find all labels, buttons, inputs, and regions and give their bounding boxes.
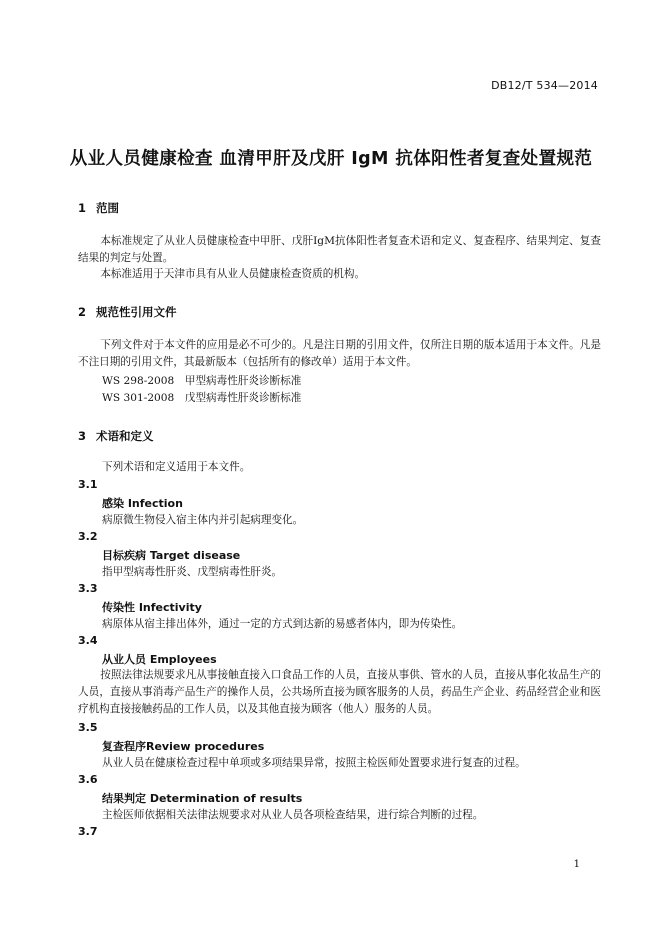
document-title: 从业人员健康检查 血清甲肝及戊肝 IgM 抗体阳性者复查处置规范 <box>69 149 593 169</box>
section-3-intro: 下列术语和定义适用于本文件。 <box>102 461 251 473</box>
section-number: 2 <box>78 305 87 319</box>
term-number: 3.6 <box>78 773 98 786</box>
section-2-paragraph-1: 下列文件对于本文件的应用是必不可少的。凡是注日期的引用文件，仅所注日期的版本适用于本文件。凡是不注日期的引用文件，其最新版本（包括所有的修改单）适用于本文件。 <box>78 339 601 368</box>
section-1-paragraph-1: 本标准规定了从业人员健康检查中甲肝、戊肝IgM抗体阳性者复查术语和定义、复查程序、结果判定、复查结果的判定与处置。 <box>78 235 601 264</box>
term-name: 目标疾病 Target disease <box>102 549 241 562</box>
term-name: 复查程序Review procedures <box>102 740 265 753</box>
term-definition: 病原微生物侵入宿主体内并引起病理变化。 <box>102 514 304 526</box>
reference-item: WS 301-2008 戊型病毒性肝炎诊断标准 <box>102 392 302 404</box>
term-definition: 指甲型病毒性肝炎、戊型病毒性肝炎。 <box>102 566 283 578</box>
section-title: 范围 <box>96 201 119 215</box>
term-definition: 病原体从宿主排出体外，通过一定的方式到达新的易感者体内，即为传染性。 <box>102 618 463 630</box>
section-number: 3 <box>78 429 87 443</box>
term-definition: 主检医师依据相关法律法规要求对从业人员各项检查结果，进行综合判断的过程。 <box>102 809 484 821</box>
term-definition: 从业人员在健康检查过程中单项或多项结果异常，按照主检医师处置要求进行复查的过程。 <box>102 757 526 769</box>
term-name: 从业人员 Employees <box>102 653 217 666</box>
page-number: 1 <box>573 859 580 870</box>
term-number: 3.4 <box>78 634 98 647</box>
standard-code: DB12/T 534—2014 <box>491 79 598 92</box>
term-definition: 按照法律法规要求凡从事接触直接入口食品工作的人员，直接从事供、管水的人员，直接从事化妆品生产的人员，直接从事消毒产品生产的操作人员，公共场所直接为顾客服务的人员，药品生产企业、药品经营企业和医疗机构直接接触药品的工作人员，以及其他直接为顾客（他人）服务的人员。 <box>78 669 601 715</box>
term-name: 传染性 Infectivity <box>102 601 202 614</box>
section-1-heading <box>78 200 119 216</box>
term-name: 感染 Infection <box>102 497 183 510</box>
reference-item: WS 298-2008 甲型病毒性肝炎诊断标准 <box>102 375 302 387</box>
section-number: 1 <box>78 201 87 215</box>
section-title: 规范性引用文件 <box>96 305 177 319</box>
term-number: 3.3 <box>78 582 98 595</box>
section-1-paragraph-2: 本标准适用于天津市具有从业人员健康检查资质的机构。 <box>100 268 366 280</box>
section-3-heading <box>78 428 154 444</box>
term-number: 3.7 <box>78 825 98 838</box>
section-title: 术语和定义 <box>96 429 154 443</box>
term-number: 3.2 <box>78 530 98 543</box>
section-2-heading <box>78 304 177 320</box>
term-number: 3.1 <box>78 478 98 491</box>
term-number: 3.5 <box>78 721 98 734</box>
term-name: 结果判定 Determination of results <box>102 792 303 805</box>
